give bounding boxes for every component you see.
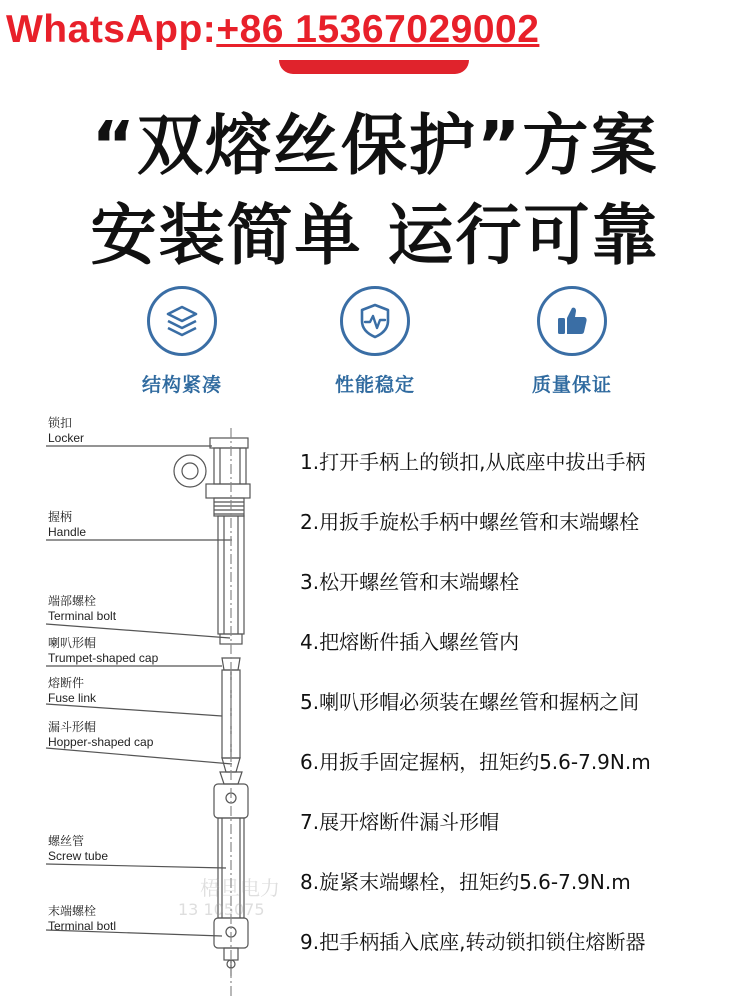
step-item: 8.旋紧末端螺栓，扭矩约5.6-7.9N.m: [300, 870, 631, 894]
feature-label: 结构紧凑: [141, 374, 222, 396]
label-hopper-cap: 漏斗形帽 Hopper-shaped cap: [48, 720, 154, 749]
label-trumpet-cap: 喇叭形帽 Trumpet-shaped cap: [48, 636, 159, 665]
watermark-phone: 13 105075: [178, 900, 265, 919]
step-item: 9.把手柄插入底座,转动锁扣锁住熔断器: [300, 930, 646, 954]
whatsapp-contact[interactable]: [6, 8, 539, 52]
watermark-brand: 梧旦电力: [200, 876, 280, 900]
red-accent-bar: [279, 60, 469, 74]
whatsapp-prefix: WhatsApp:: [6, 8, 217, 51]
step-item: 4.把熔断件插入螺丝管内: [300, 630, 520, 654]
step-item: 2.用扳手旋松手柄中螺丝管和末端螺栓: [300, 510, 640, 534]
label-end-bolt: 末端螺栓 Terminal botl: [48, 904, 117, 933]
step-item: 6.用扳手固定握柄，扭矩约5.6-7.9N.m: [300, 750, 651, 774]
step-item: 1.打开手柄上的锁扣,从底座中拔出手柄: [300, 450, 646, 474]
label-locker: 锁扣 Locker: [48, 416, 85, 445]
label-fuse-link: 熔断件 Fuse link: [48, 676, 97, 705]
step-item: 7.展开熔断件漏斗形帽: [300, 810, 500, 834]
feature-compact: [112, 286, 252, 397]
step-item: 3.松开螺丝管和末端螺栓: [300, 570, 520, 594]
feature-stable: [305, 286, 445, 397]
feature-label: 性能稳定: [334, 374, 415, 396]
shield-pulse-icon: [340, 286, 410, 356]
label-screw-tube: 螺丝管 Screw tube: [48, 834, 109, 863]
step-item: 5.喇叭形帽必须装在螺丝管和握柄之间: [300, 690, 640, 714]
thumbs-up-icon: [537, 286, 607, 356]
label-terminal-bolt: 端部螺栓 Terminal bolt: [48, 594, 117, 623]
label-handle: 握柄 Handle: [48, 510, 87, 539]
headline-line2: 安装简单 运行可靠: [90, 197, 660, 274]
layers-icon: [147, 286, 217, 356]
headline-line1: “双熔丝保护”方案: [91, 107, 659, 184]
whatsapp-number[interactable]: +86 15367029002: [216, 8, 540, 51]
feature-label: 质量保证: [531, 374, 612, 396]
feature-quality: [502, 286, 642, 397]
